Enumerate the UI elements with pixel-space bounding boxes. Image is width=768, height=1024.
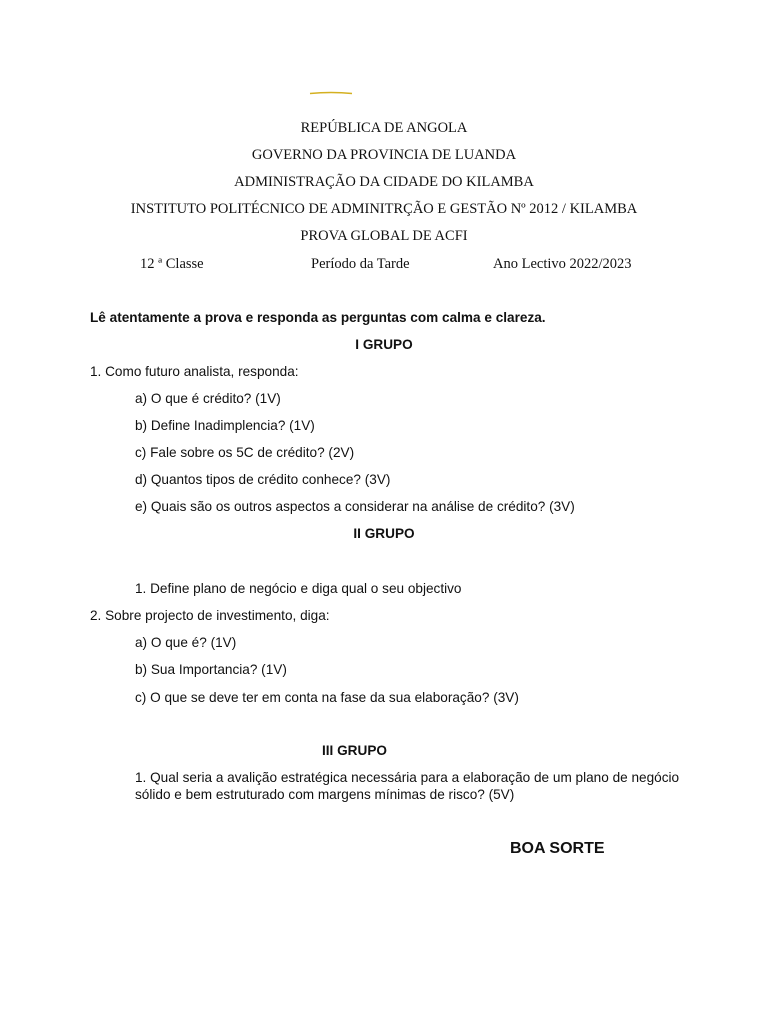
meta-year: Ano Lectivo 2022/2023 <box>493 256 632 272</box>
group1-item-b: b) Define Inadimplencia? (1V) <box>135 418 315 433</box>
group1-item-a: a) O que é crédito? (1V) <box>135 391 281 406</box>
instruction-text: Lê atentamente a prova e responda as perguntas com calma e clareza. <box>90 310 546 325</box>
group2-question-1: 1. Define plano de negócio e diga qual o seu objectivo <box>135 581 462 596</box>
header-government: GOVERNO DA PROVINCIA DE LUANDA <box>251 147 517 163</box>
group3-question: 1. Qual seria a avalição estratégica necessária para a elaboração de um plano de negócio sólido e bem estruturado com margens mínimas de risco? (5V) <box>135 770 680 802</box>
meta-class: 12 ª Classe <box>140 256 204 272</box>
group1-question: 1. Como futuro analista, responda: <box>90 364 299 379</box>
header-exam-title: PROVA GLOBAL DE ACFI <box>300 228 468 244</box>
group1-title: I GRUPO <box>355 337 413 352</box>
group1-item-d: d) Quantos tipos de crédito conhece? (3V) <box>135 472 391 487</box>
group2-item-b: b) Sua Importancia? (1V) <box>135 662 287 677</box>
group2-question-2: 2. Sobre projecto de investimento, diga: <box>90 608 330 623</box>
header-republic: REPÚBLICA DE ANGOLA <box>300 120 468 136</box>
group2-item-a: a) O que é? (1V) <box>135 635 237 650</box>
header-institute: INSTITUTO POLITÉCNICO DE ADMINITRÇÃO E GESTÃO Nº 2012 / KILAMBA <box>130 201 638 217</box>
emblem-icon <box>309 91 353 95</box>
closing-text: BOA SORTE <box>510 840 605 857</box>
group2-title: II GRUPO <box>353 526 415 541</box>
meta-period: Período da Tarde <box>311 256 410 272</box>
header-administration: ADMINISTRAÇÃO DA CIDADE DO KILAMBA <box>234 174 534 190</box>
group3-title: III GRUPO <box>322 743 387 758</box>
group1-item-c: c) Fale sobre os 5C de crédito? (2V) <box>135 445 355 460</box>
group2-item-c: c) O que se deve ter em conta na fase da sua elaboração? (3V) <box>135 690 519 705</box>
group1-item-e: e) Quais são os outros aspectos a considerar na análise de crédito? (3V) <box>135 499 575 514</box>
